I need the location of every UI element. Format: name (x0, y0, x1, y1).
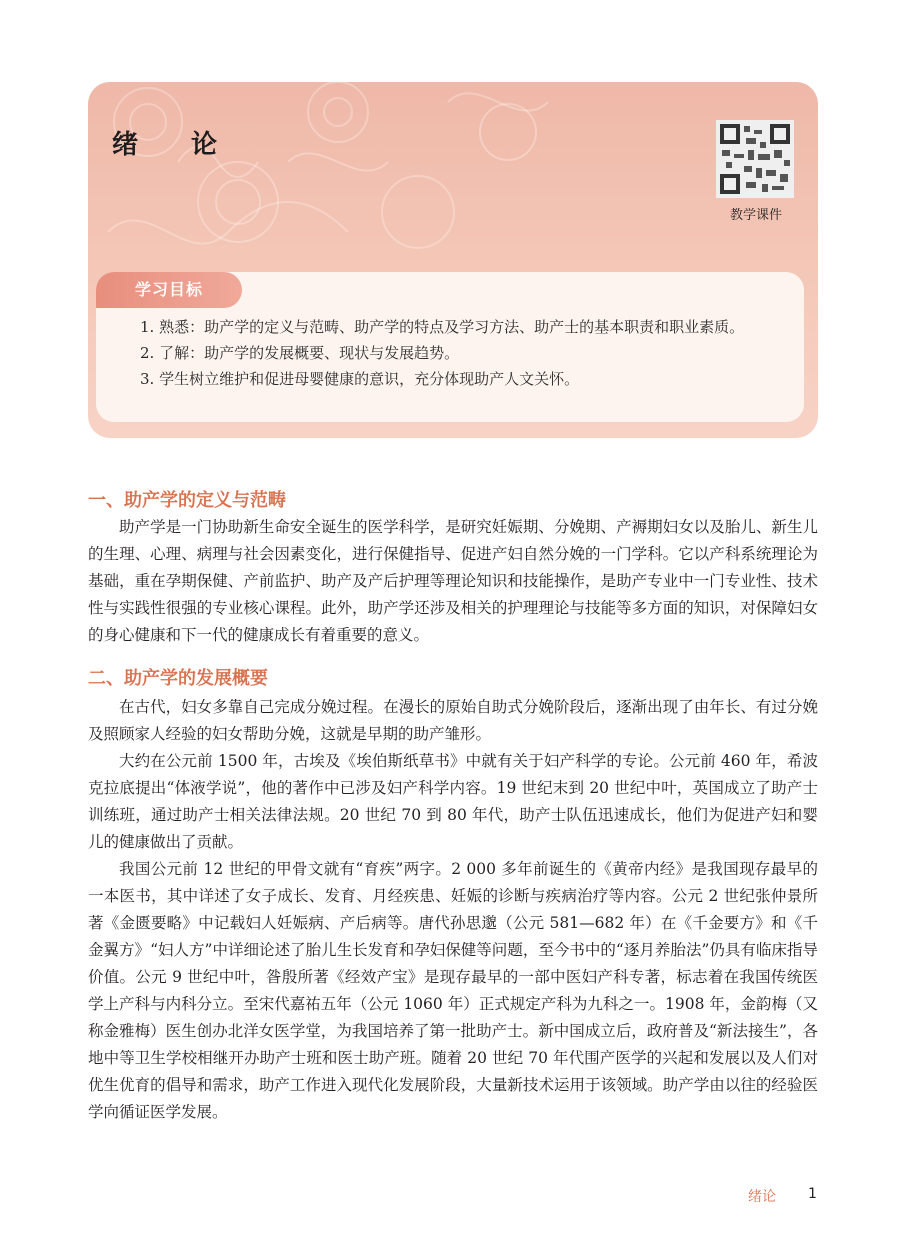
objective-item: 3. 学生树立维护和促进母婴健康的意识，充分体现助产人文关怀。 (140, 370, 580, 388)
paragraph: 助产学是一门协助新生命安全诞生的医学科学，是研究妊娠期、分娩期、产褥期妇女以及胎儿、新生儿的生理、心理、病理与社会因素变化，进行保健指导、促进产妇自然分娩的一门学科。它以产科系统理论为基础，重在孕期保健、产前监护、助产及产后护理等理论知识和技能操作，是助产专业中一门专业性、技术性与实践性很强的专业核心课程。此外，助产学还涉及相关的护理理论与技能等多方面的知识，对保障妇女的身心健康和下一代的健康成长有着重要的意义。 (88, 518, 818, 644)
section-title-definition: 一、助产学的定义与范畴 (88, 490, 286, 511)
section-body-history (88, 694, 818, 1126)
qr-code-icon[interactable] (716, 120, 794, 198)
paragraph: 我国公元前 12 世纪的甲骨文就有“育疾”两字。2 000 多年前诞生的《黄帝内经》是我国现存最早的一本医书，其中详述了女子成长、发育、月经疾患、妊娠的诊断与疾病治疗等内容。公元 2 世纪张仲景所著《金匮要略》中记载妇人妊娠病、产后病等。唐代孙思邈（公元 581—682 年）在《千金要方》和《千金翼方》“妇人方”中详细论述了胎儿生长发育和孕妇保健等问题，至今书中的“逐月养胎法”仍具有临床指导价值。公元 9 世纪中叶，昝殷所著《经效产宝》是现存最早的一部中医妇产科专著，标志着在我国传统医学上产科与内科分立。至宋代嘉祐五年（公元 1060 年）正式规定产科为九科之一。1908 年，金韵梅（又称金雅梅）医生创办北洋女医学堂，为我国培养了第一批助产士。新中国成立后，政府普及“新法接生”，各地中等卫生学校相继开办助产士班和医士助产班。随着 20 世纪 70 年代围产医学的兴起和发展以及人们对优生优育的倡导和需求，助产工作进入现代化发展阶段，大量新技术运用于该领域。助产学由以往的经验医学向循证医学发展。 (88, 860, 818, 1121)
objective-item: 2. 了解：助产学的发展概要、现状与发展趋势。 (140, 344, 460, 362)
footer-chapter-label: 绪论 (748, 1189, 776, 1205)
chapter-title: 绪 论 (112, 130, 240, 160)
section-title-history: 二、助产学的发展概要 (88, 668, 268, 689)
paragraph: 在古代，妇女多靠自己完成分娩过程。在漫长的原始自助式分娩阶段后，逐渐出现了由年长、有过分娩及照顾家人经验的妇女帮助分娩，这就是早期的助产雏形。 (88, 698, 818, 743)
section-body-definition (88, 514, 818, 649)
page-number: 1 (808, 1186, 817, 1202)
decorative-pattern (88, 82, 818, 282)
objectives-list (110, 314, 800, 392)
chapter-header (88, 82, 818, 438)
objective-item: 1. 熟悉：助产学的定义与范畴、助产学的特点及学习方法、助产士的基本职责和职业素质。 (140, 318, 745, 336)
qr-caption: 教学课件 (729, 208, 782, 223)
paragraph: 大约在公元前 1500 年，古埃及《埃伯斯纸草书》中就有关于妇产科学的专论。公元前 460 年，希波克拉底提出“体液学说”，他的著作中已涉及妇产科学内容。19 世纪末到 20 世纪中叶，英国成立了助产士训练班，通过助产士相关法律法规。20 世纪 70 到 80 年代，助产士队伍迅速成长，他们为促进产妇和婴儿的健康做出了贡献。 (88, 752, 818, 851)
learning-objectives-label: 学习目标 (96, 272, 242, 308)
